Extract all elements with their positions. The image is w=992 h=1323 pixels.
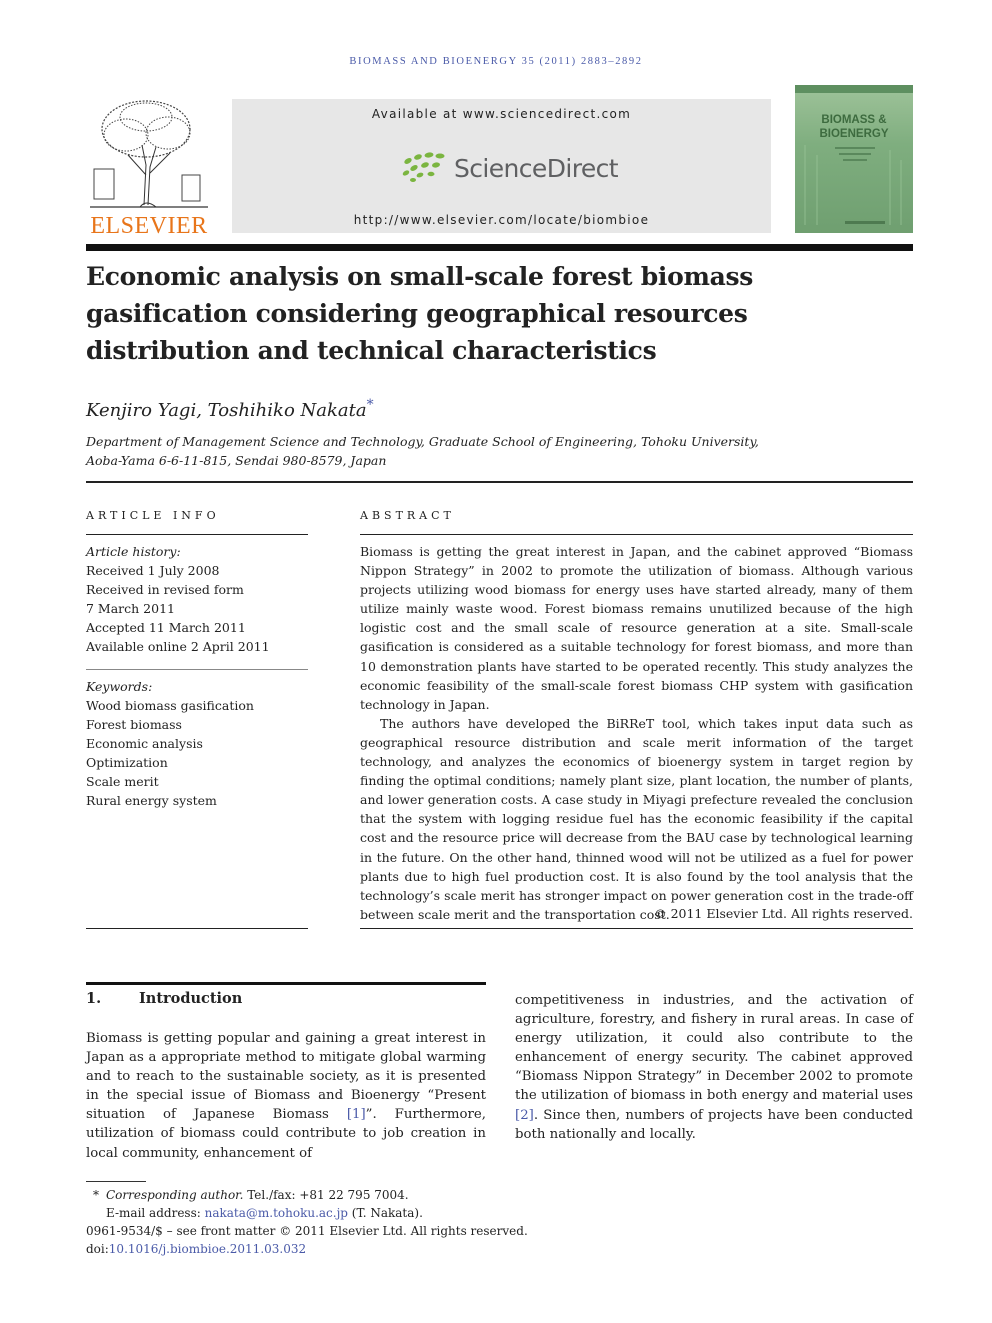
email-owner: (T. Nakata).: [347, 1206, 423, 1220]
keywords: [86, 677, 308, 810]
doi-line: [86, 1240, 528, 1258]
footnote-rule: [86, 1181, 146, 1182]
cover-title-line2: BIOENERGY: [819, 128, 889, 140]
article-history: [86, 542, 308, 656]
cover-artwork: [795, 85, 913, 233]
footnote-mark: *: [93, 1188, 99, 1202]
abstract-bottom-rule: [360, 928, 913, 929]
intro-text: competitiveness in industries, and the activation of agriculture, forestry, and fishery in rural areas. In case of energy utilization, it could also contribute to the enhancement of energy security. The cabinet approved “Biomass Nippon Strategy” in December 2002 to promote the utilization of biomass in both energy and material uses: [515, 993, 913, 1104]
affiliation-line2: Aoba-Yama 6-6-11-815, Sendai 980-8579, Japan: [86, 453, 387, 468]
section-number: 1.: [86, 990, 102, 1007]
affiliation-rule: [86, 481, 913, 483]
affiliation: [86, 432, 759, 470]
corresponding-author-mark[interactable]: *: [366, 397, 374, 413]
keyword-item: Rural energy system: [86, 793, 217, 808]
abstract-heading: ABSTRACT: [360, 509, 455, 522]
header-rule: [86, 244, 913, 251]
affiliation-line1: Department of Management Science and Technology, Graduate School of Engineering, Tohoku University,: [86, 434, 759, 449]
doi-label: doi:: [86, 1242, 109, 1256]
article-history-label: Article history:: [86, 544, 181, 559]
history-item: Available online 2 April 2011: [86, 639, 270, 654]
citation-link[interactable]: [1]: [346, 1107, 366, 1123]
author-names: Kenjiro Yagi, Toshihiko Nakata: [86, 400, 367, 421]
keyword-item: Scale merit: [86, 774, 159, 789]
cover-title-line1: BIOMASS &: [821, 114, 887, 126]
author-list: [86, 397, 374, 421]
article-info-rule: [86, 534, 308, 535]
corresponding-author-note: [86, 1186, 528, 1204]
citation-link[interactable]: [2]: [515, 1107, 534, 1123]
issn-line: 0961-9534/$ – see front matter © 2011 Elsevier Ltd. All rights reserved.: [86, 1224, 528, 1238]
intro-text: Biomass is getting popular and gaining a great interest in Japan as a appropriate method to mitigate global warming and to reach to the sustainable society, as it is presented in the special issue of Biomass and Bioenergy “Present situation of Japanese Biomass: [86, 1031, 486, 1123]
history-item: Accepted 11 March 2011: [86, 620, 246, 635]
footnotes: [86, 1186, 528, 1258]
email-link[interactable]: nakata@m.tohoku.ac.jp: [204, 1206, 348, 1220]
intro-text: ”. Furthermore, utilization of biomass could contribute to job creation in local community, enhancement of: [86, 1107, 486, 1161]
email-note: [86, 1204, 528, 1222]
elsevier-tree-icon: [86, 95, 212, 213]
history-item: Received in revised form: [86, 582, 244, 597]
corresponding-contact: Tel./fax: +81 22 795 7004.: [243, 1188, 409, 1202]
running-head: BIOMASS AND BIOENERGY 35 (2011) 2883–2892: [349, 56, 643, 67]
doi-link[interactable]: 10.1016/j.biombioe.2011.03.032: [108, 1242, 307, 1256]
journal-cover-image[interactable]: [795, 85, 913, 233]
abstract-paragraph: Biomass is getting the great interest in Japan, and the cabinet approved “Biomass Nippon Strategy” in 2002 to promote the utilization of biomass. Although various projects utilizing wood biomass for energy uses have started already, many of them utilize mainly waste wood. Forest biomass remains unutilized because of the high logistic cost and the small scale of resource generation at a site. Small-scale gasification is considered as a suitable technology for forest biomass, and more than 10 demonstration plants have started to be operated recently. This study analyzes the economic feasibility of the small-scale forest biomass CHP system with gasification technology in Japan.: [360, 544, 913, 712]
abstract-copyright: © 2011 Elsevier Ltd. All rights reserved.: [654, 906, 913, 921]
intro-column-right: [515, 991, 913, 1144]
keywords-rule: [86, 669, 308, 670]
sciencedirect-banner: [232, 99, 771, 233]
history-item: Received 1 July 2008: [86, 563, 220, 578]
sciencedirect-leaves-icon: [400, 151, 448, 185]
sciencedirect-available-text: Available at www.sciencedirect.com: [371, 107, 632, 121]
keyword-item: Economic analysis: [86, 736, 203, 751]
article-title: Economic analysis on small-scale forest biomass gasification considering geographical resources distribution and technical characteristics: [86, 262, 754, 365]
abstract-paragraph: The authors have developed the BiRReT tool, which takes input data such as geographical resource distribution and scale merit information of the target technology, and analyzes the economics of bioenergy system in target region by finding the optimal conditions; namely plant size, plant location, the number of plants, and lower generation costs. A case study in Miyagi prefecture revealed the conclusion that the system with logging residue fuel has the economic feasibility if the capital cost and the resource price will decrease from the BAU case by technological learning in the future. On the other hand, thinned wood will not be utilized as a fuel for power plants due to high fuel production cost. It is also found by the tool analysis that the technology’s scale merit has stronger impact on power generation cost in the trade-off between scale merit and the transportation cost.: [360, 715, 913, 922]
article-info-heading: ARTICLE INFO: [86, 509, 220, 522]
keyword-item: Forest biomass: [86, 717, 182, 732]
keyword-item: Wood biomass gasification: [86, 698, 254, 713]
elsevier-wordmark: ELSEVIER: [90, 213, 208, 239]
sciencedirect-logo[interactable]: [400, 151, 618, 185]
sciencedirect-logo-text: ScienceDirect: [454, 153, 618, 183]
intro-column-left: [86, 1029, 486, 1163]
email-label: E-mail address:: [106, 1206, 205, 1220]
abstract-rule: [360, 534, 913, 535]
section-heading: [86, 990, 242, 1007]
keyword-item: Optimization: [86, 755, 168, 770]
corresponding-label: Corresponding author.: [106, 1188, 244, 1202]
journal-homepage-link[interactable]: http://www.elsevier.com/locate/biombioe: [353, 213, 650, 227]
section-title: Introduction: [139, 990, 243, 1007]
abstract-body: [360, 542, 913, 924]
intro-rule: [86, 982, 486, 985]
intro-text: . Since then, numbers of projects have been conducted both nationally and locally.: [515, 1107, 913, 1142]
elsevier-logo[interactable]: [86, 95, 212, 241]
article-info-bottom-rule: [86, 928, 308, 929]
keywords-label: Keywords:: [86, 679, 153, 694]
history-item: 7 March 2011: [86, 601, 175, 616]
